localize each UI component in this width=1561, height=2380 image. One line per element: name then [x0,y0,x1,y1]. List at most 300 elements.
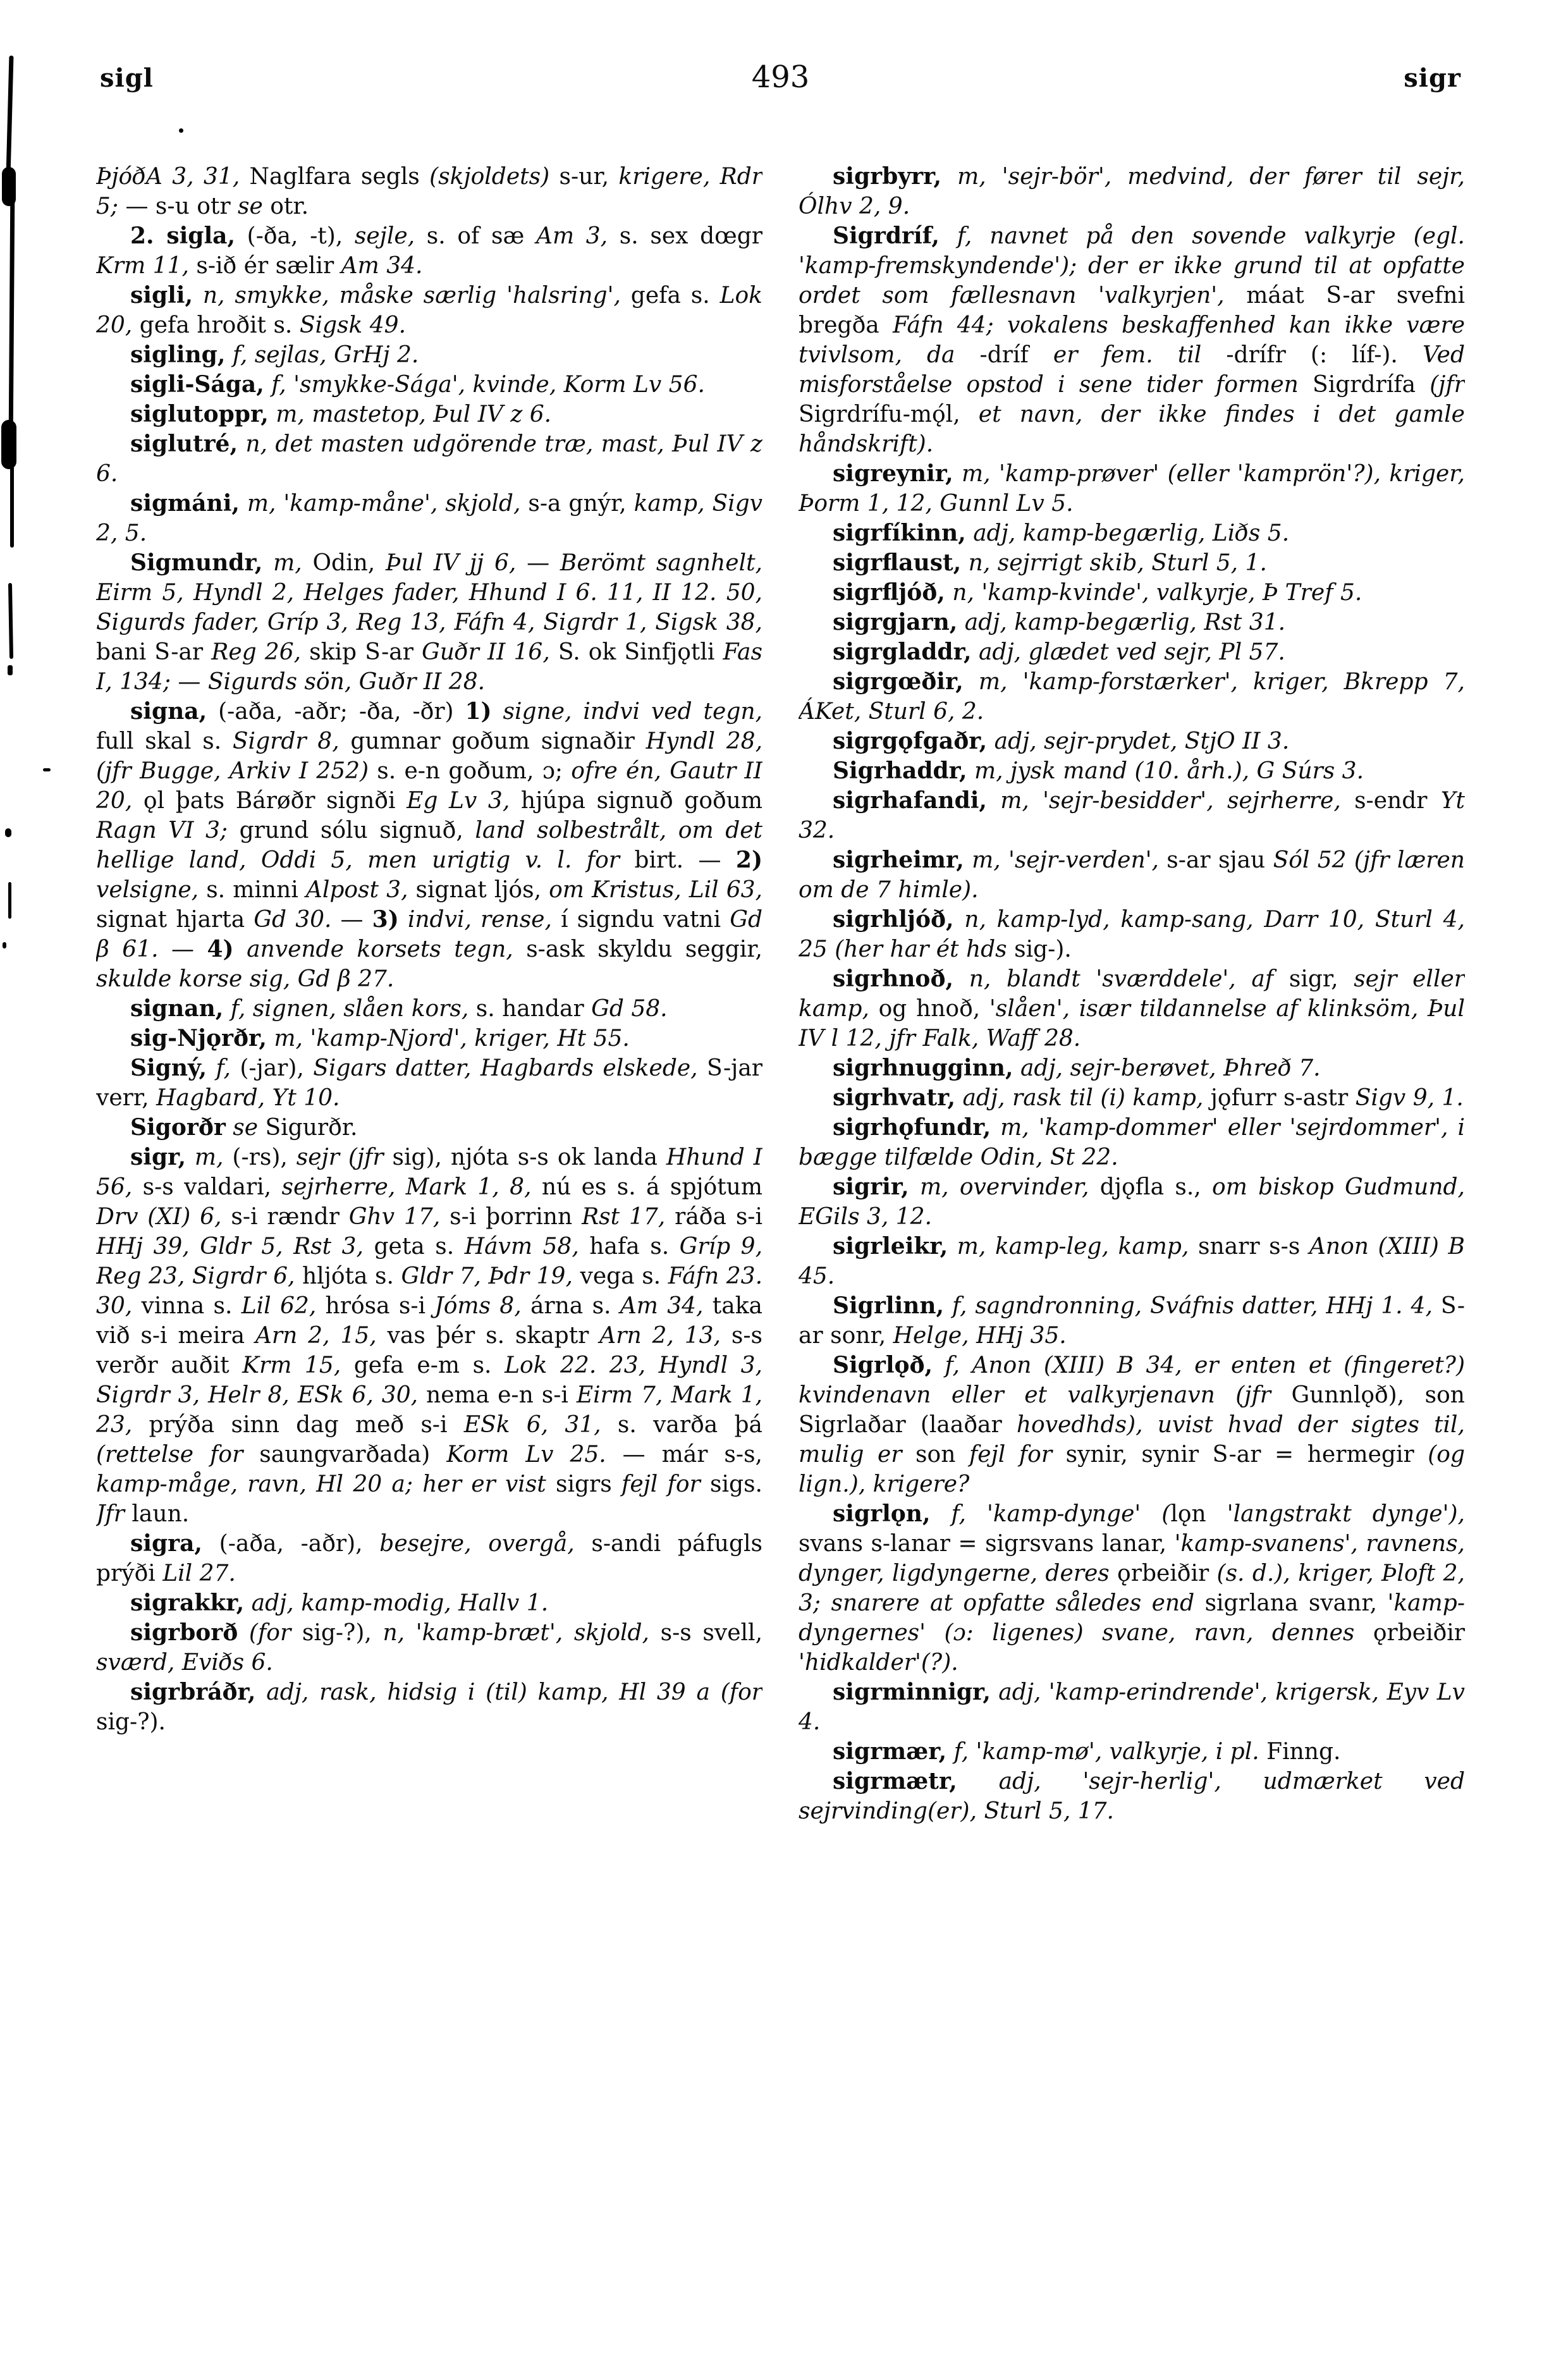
entry-text: máat S-ar svefni bregða [799,283,1465,338]
entry-text-italic: om Kristus, Lil 63, [549,877,762,903]
entry-text [269,402,276,427]
entry-text: snarr s-s [1189,1234,1309,1260]
entry-headword: sigli-Sága, [130,371,264,398]
entry-text: vas þér s. skaptr [376,1323,600,1349]
entry-headword: signa, [130,698,207,725]
scan-artifact [5,828,11,837]
entry-headword: Sigrhaddr, [833,758,967,784]
entry-text: — már s-s, [606,1442,762,1468]
scan-artifact [3,942,6,948]
entry-text [941,164,957,190]
dictionary-entry [96,400,762,429]
entry-text: S-jar verr, [96,1055,762,1111]
entry-text [234,936,247,962]
entry-text-italic: m, 'sejr-bör', medvind, der fører til sejr, Ólhv 2, 9. [799,164,1465,219]
dictionary-entry [799,756,1465,786]
entry-text-italic: sejr (jfr [296,1144,384,1170]
entry-text: skip S-ar [301,639,422,665]
entry-headword: sigrgœðir, [833,668,964,695]
entry-text: hafa s. [578,1234,680,1260]
entry-text-italic: ESk 6, 31, [463,1412,601,1438]
dictionary-entry [799,637,1465,667]
entry-text-italic: om biskop Gudmund, EGils 3, 12. [799,1174,1465,1230]
entry-headword: 2) [735,847,762,873]
entry-text: bani S-ar [96,639,212,665]
entry-text: saungvarðada) [243,1442,447,1468]
entry-text-italic: Lok 22. 23, Hyndl 3, Sigrdr 3, Helr 8, ESk 6, 30, [96,1353,762,1408]
dictionary-entry [96,489,762,548]
entry-text-italic: m, kamp-leg, kamp, [957,1234,1189,1260]
header-guide-word-right: sigr [1404,63,1461,93]
entry-text: s. sex dœgr [608,223,762,249]
entry-text: grund sólu signuð, [228,818,475,843]
entry-text [971,639,978,665]
entry-headword: sigrgladdr, [833,639,972,665]
dictionary-entry [799,786,1465,845]
entry-text-italic: 'slåen', især tildannelse af klinksöm, Þul IV l 12, jfr Falk, Waff 28. [799,996,1465,1052]
entry-text: s-andi páfugls prýði [96,1531,762,1586]
dictionary-entry [96,340,762,370]
entry-text [966,520,973,546]
entry-text: ráða s-i [665,1204,762,1230]
entry-text [957,1769,999,1794]
entry-text-italic: 'hidkalder'(?). [799,1650,958,1676]
entry-text-italic: m, 'kamp-forstærker', kriger, Bkrepp 7, ÁKet, Sturl 6, 2. [799,669,1465,725]
entry-headword: sigrborð [130,1619,238,1646]
entry-text: s. e-n goðum, ɔ; [369,758,572,784]
entry-text: ǫrbeiðir [1109,1561,1217,1586]
scan-artifact [43,768,51,771]
entry-text-italic: sværd, Eviðs 6. [96,1650,273,1676]
entry-text-italic: n, kamp-lyd, kamp-sang, Darr 10, Sturl 4, 25 (her har ét hds [799,907,1465,962]
dictionary-entry [96,1113,762,1143]
column-left [96,162,762,2267]
entry-text-italic: f, Anon (XIII) B 34, er enten et (fingeret?) kvindenavn eller et valkyrjenavn (jfr [799,1353,1465,1408]
entry-text: árna s. [521,1293,620,1319]
entry-text-italic: Hávm 58, [464,1234,579,1260]
entry-text: Odin, [302,550,386,576]
entry-text [954,907,965,933]
entry-text-italic: adj, 'sejr-herlig', udmærket ved sejrvinding(er), Sturl 5, 17. [799,1769,1465,1824]
entry-text-italic: f, signen, slåen kors, [230,996,469,1022]
page-header [96,59,1465,105]
dictionary-entry [96,1053,762,1113]
entry-text: s-ask skyldu seggir, [513,936,762,962]
entry-text: ǫl þats Bárøðr signði [132,788,407,814]
entry-text: signat hjarta [96,907,254,933]
entry-text-italic: adj, kamp-begærlig, Liðs 5. [973,520,1290,546]
entry-text [186,1144,195,1170]
entry-headword: sigrgjarn, [833,609,958,635]
entry-text-italic: krigere, Rdr 5; [96,164,762,219]
entry-text-italic: Korm Lv 25. [446,1442,606,1468]
entry-text-italic: m, 'kamp-Njord', kriger, Ht 55. [274,1026,630,1052]
entry-text-italic: (rettelse for [96,1442,243,1468]
entry-text-italic: Krm 11, [96,253,189,279]
entry-text-italic: m, overvinder, [919,1174,1089,1200]
entry-text: s-i rændr [221,1204,349,1230]
dictionary-entry [96,1588,762,1618]
entry-text [987,728,994,754]
entry-text [946,1739,953,1765]
entry-text-italic: 'kamp-svanens', ravnens, dynger, ligdyngerne, deres [799,1531,1465,1586]
dictionary-entry [96,281,762,340]
entry-headword: sigra, [130,1530,202,1557]
dictionary-entry [799,1113,1465,1172]
entry-text-italic: Gldr 7, Þdr 19, [401,1263,573,1289]
entry-text: sig-?). [96,1709,166,1735]
entry-text: s. handar [468,996,592,1022]
entry-text-italic: Hhund I 56, [96,1144,762,1200]
dictionary-entry [799,1678,1465,1737]
entry-text: hljóta s. [295,1263,401,1289]
entry-text-italic: hovedhds), uvist hvad der sigtes til, mulig er [799,1412,1465,1468]
dictionary-entry [799,964,1465,1053]
entry-text: vinna s. [132,1293,242,1319]
entry-text: Gunnlǫð), son Sigrlaðar (laaðar [799,1382,1465,1438]
entry-text-italic: Sigurds sön, Guðr II 28. [207,669,486,695]
entry-text-italic: fejl for [969,1442,1053,1468]
entry-text-italic: se [233,1115,259,1141]
dictionary-entry [799,459,1465,518]
entry-text-italic: Guðr II 16, [422,639,550,665]
entry-text-italic: Sól 52 (jfr læren om de 7 himle). [799,847,1465,903]
entry-text-italic: (skjoldets) [429,164,550,190]
entry-text [207,1055,216,1081]
entry-text: s-s valdari, [132,1174,282,1200]
entry-text [238,1620,249,1646]
entry-text: — s-u otr [118,193,238,219]
entry-headword: sigrakkr, [130,1590,245,1616]
column-right [799,162,1465,2267]
entry-text-italic: Berömt sagnhelt, Eirm 5, Hyndl 2, Helges fader, Hhund I 6. 11, II 12. 50, Sigurds fader, Gríp 3, Reg 13, Fáfn 4, Sigrdr 1, Sigsk 38, [96,550,762,635]
entry-text: og hnoð, [869,996,989,1022]
entry-text [957,610,964,635]
entry-text-italic: Helge, HHj 35. [893,1323,1067,1349]
scan-artifact [1,420,16,469]
entry-text [244,1590,251,1616]
entry-text-italic: adj, sejr-berøvet, Þhreð 7. [1020,1055,1321,1081]
entry-text: — [170,669,208,695]
entry-text [255,1679,266,1705]
entry-headword: sigrminnigr, [833,1679,991,1705]
entry-text: Naglfara segls [240,164,430,190]
entry-text-italic: Hagbard, Yt 10. [156,1085,340,1111]
entry-text-italic: m, 'sejr-verden', [972,847,1159,873]
entry-headword: sigr, [130,1144,186,1170]
entry-headword: sigrhnugginn, [833,1055,1013,1081]
entry-text-italic: Arn 2, 15, [255,1323,377,1349]
entry-text: — [516,550,560,576]
entry-text-italic: Jfr [96,1501,125,1527]
entry-text [223,996,230,1022]
dictionary-entry [799,905,1465,964]
entry-text [991,1679,998,1705]
entry-text-italic: skulde korse sig, Gd β 27. [96,966,395,992]
entry-text [399,907,408,933]
entry-text-italic: Eirm 7, Mark 1, 23, [96,1382,762,1438]
entry-text: s. varða þá [601,1412,762,1438]
entry-text: í signdu vatni [551,907,730,933]
entry-text-italic: Rst 17, [582,1204,666,1230]
entry-headword: sigli, [130,282,193,309]
dictionary-entry [96,1618,762,1678]
entry-text: (-jar), [230,1055,314,1081]
entry-text: s. of sæ [415,223,536,249]
entry-headword: 1) [465,698,492,725]
entry-text: sigs. [700,1471,762,1497]
entry-text-italic: Ved misforståelse opstod i sene tider formen [799,342,1465,398]
entry-text [948,1234,957,1260]
entry-text-italic: n, smykke, måske særlig 'halsring', [202,283,621,309]
entry-text: — [331,907,372,933]
entry-text-italic: Þul IV jj 6, [386,550,517,576]
entry-headword: siglutré, [130,431,238,457]
entry-text-italic: f, 'smykke-Sága', kvinde, Korm Lv 56. [271,372,705,398]
entry-text: vega s. [572,1263,668,1289]
dictionary-entry [799,1232,1465,1291]
entry-headword: sigrir, [833,1174,909,1200]
dictionary-entry [799,1499,1465,1678]
entry-text-italic: m, [273,550,302,576]
entry-text: gefa s. [620,283,720,309]
dictionary-entry [799,608,1465,637]
entry-text-italic: kamp-måge, ravn, Hl 20 a; her er vist [96,1471,546,1497]
entry-text-italic: f, [216,1055,231,1081]
entry-text-italic: Arn 2, 13, [599,1323,721,1349]
entry-text-italic: m, 'kamp-prøver' (eller 'kamprön'?), kriger, Þorm 1, 12, Gunnl Lv 5. [799,461,1465,517]
text-block [96,162,1465,2267]
entry-text [945,580,952,606]
entry-text-italic: f, sejlas, GrHj 2. [232,342,419,368]
entry-text: Finng. [1259,1739,1341,1765]
entry-headword: signan, [130,995,224,1022]
entry-text-italic: (s. d.), kriger, Þloft 2, 3; snarere at opfatte således end [799,1561,1465,1616]
entry-text [492,699,503,725]
entry-text-italic: n, det masten udgörende træ, mast, Þul IV z 6. [96,431,762,487]
entry-headword: Sigrlǫð, [833,1352,933,1378]
dictionary-entry [799,162,1465,221]
scan-artifact [8,583,13,659]
header-guide-word-left: sigl [100,63,154,93]
entry-headword: sigrgǫfgaðr, [833,728,988,754]
scan-artifact [8,882,11,919]
entry-text-italic: Sigv 9, 1. [1355,1085,1464,1111]
entry-text-italic: m, [194,1144,224,1170]
entry-continuation [96,162,762,221]
entry-text [225,342,232,368]
entry-text-italic: Anon (XIII) B 45. [799,1234,1465,1289]
entry-text: s-i þorrinn [440,1204,582,1230]
entry-text [967,758,974,784]
entry-text: Sigurðr. [258,1115,358,1141]
entry-headword: Signý, [130,1055,207,1081]
entry-text-italic: Lil 62, [241,1293,317,1319]
entry-headword: sigrmær, [833,1738,947,1765]
entry-text-italic: Sigrdr 8, [232,728,340,754]
entry-text-italic: adj, kamp-modig, Hallv 1. [251,1590,549,1616]
dictionary-entry [799,578,1465,608]
entry-text-italic: anvende korsets tegn, [247,936,513,962]
entry-text-italic: Gríp 9, Reg 23, Sigrdr 6, [96,1234,762,1289]
entry-text: -dríf [955,342,1053,368]
entry-text-italic: n, 'kamp-bræt', skjold, [383,1620,649,1646]
entry-text-italic: f, 'kamp-dynge' ( [951,1501,1171,1527]
dictionary-entry [96,1024,762,1053]
entry-text [955,1085,962,1111]
entry-text: (-ða, -t), [235,223,355,249]
entry-headword: siglutoppr, [130,401,269,427]
entry-headword: sigrfljóð, [833,579,945,606]
entry-headword: sigrfíkinn, [833,520,966,546]
entry-text: taka við s-i meira [96,1293,762,1349]
entry-headword: sigrflaust, [833,549,962,576]
entry-text-italic: Sigsk 49. [299,312,407,338]
entry-text: s-endr [1340,788,1441,814]
entry-text [964,669,979,695]
entry-text: s-a gnýr, [520,491,634,517]
entry-text: Sigrdrífu-mǫ́l, [799,402,979,427]
entry-text-italic: n, 'kamp-kvinde', valkyrje, Þ Tref 5. [952,580,1362,606]
entry-text-italic: f, sagndronning, Sváfnis datter, HHj 1. 4, [952,1293,1433,1319]
entry-text: hrósa s-i [316,1293,435,1319]
entry-headword: sigrlǫn, [833,1500,931,1527]
entry-text: sigrlana svanr, [1194,1590,1388,1616]
entry-text-italic: signe, indvi ved tegn, [503,699,762,725]
entry-text: s-ur, [549,164,619,190]
dictionary-entry [799,1767,1465,1826]
entry-text [953,461,962,487]
entry-text: synir, synir S-ar = hermegir [1052,1442,1428,1468]
entry-headword: sig-Njǫrðr, [130,1025,267,1052]
entry-text [991,1115,1000,1141]
entry-text-italic: sejr eller kamp, [799,966,1465,1022]
entry-text-italic: Drv (XI) 6, [96,1204,222,1230]
entry-text-italic: er fem. til [1053,342,1202,368]
entry-text: sigr, [1273,966,1354,992]
dictionary-entry [799,548,1465,578]
dictionary-entry [799,1351,1465,1499]
dictionary-entry [799,1172,1465,1232]
entry-text-italic: indvi, rense, [407,907,552,933]
entry-text [264,372,271,398]
entry-text-italic: n, sejrrigt skib, Sturl 5, 1. [968,550,1267,576]
dictionary-entry [96,1678,762,1737]
entry-text-italic: Lok 20, [96,283,762,338]
entry-text: jǫfurr s-astr [1203,1085,1356,1111]
entry-text: gefa e-m s. [341,1353,505,1378]
entry-text: djǫfla s., [1089,1174,1213,1200]
entry-headword: sigrhvatr, [833,1084,956,1111]
entry-text-italic: f, 'kamp-mø', valkyrje, i pl. [953,1739,1259,1765]
entry-text-italic: adj, glædet ved sejr, Pl 57. [978,639,1285,665]
entry-text [262,550,273,576]
scan-artifact [9,201,15,429]
entry-text [1013,1055,1020,1081]
dictionary-entry [799,518,1465,548]
entry-text-italic: sejrherre, Mark 1, 8, [281,1174,532,1200]
dictionary-entry [799,1053,1465,1083]
entry-text-italic: fejl for [621,1471,701,1497]
entry-headword: sigreynir, [833,460,953,487]
dictionary-entry [96,221,762,281]
entry-text: (-rs), [223,1144,297,1170]
entry-headword: Sigrdríf, [833,223,940,249]
entry-text-italic: sejle, [354,223,415,249]
dictionary-entry [96,429,762,489]
entry-headword: sigrbyrr, [833,163,942,190]
entry-text-italic: kamp, Sigv 2, 5. [96,491,762,546]
entry-text-italic: Fas I, 134; [96,639,762,695]
entry-text-italic: Gd 58. [591,996,668,1022]
entry-text-italic: besejre, overgå, [379,1531,575,1557]
entry-headword: Sigrlinn, [833,1292,945,1319]
dictionary-entry [96,1529,762,1588]
entry-text-italic: velsigne, [96,877,199,903]
entry-text-italic: (og lign.), krigere? [799,1442,1465,1497]
entry-text-italic: Fáfn 23. 30, [96,1263,762,1319]
entry-text-italic: ofre én, Gautr II 20, [96,758,762,814]
entry-text: (-aða, -aðr; -ða, -ðr) [207,699,465,725]
entry-text [940,223,957,249]
entry-text-italic: Lil 27. [162,1561,236,1586]
entry-headword: sigling, [130,341,226,368]
entry-headword: 3) [372,906,399,933]
entry-text-italic: et navn, der ikke findes i det gamle håndskrift). [799,402,1465,457]
dictionary-entry [96,370,762,400]
entry-text-italic: HHj 39, Gldr 5, Rst 3, [96,1234,364,1260]
entry-text-italic: Ragn VI 3; [96,818,228,843]
dictionary-entry [799,667,1465,727]
entry-text: nema e-n s-i [418,1382,577,1408]
entry-text-italic: Jóms 8, [434,1293,522,1319]
entry-text-italic: Krm 15, [242,1353,341,1378]
scan-artifact [8,665,13,675]
entry-text: son [902,1442,969,1468]
entry-text-italic: Ghv 17, [348,1204,441,1230]
scan-artifact [6,56,14,176]
entry-text: gumnar goðum signaðir [339,728,646,754]
entry-text-italic: Eg Lv 3, [407,788,510,814]
entry-text: S-ar sonr, [799,1293,1465,1349]
entry-text-italic: Sigars datter, Hagbards elskede, [313,1055,698,1081]
entry-text-italic: Hyndl 28, (jfr Bugge, Arkiv I 252) [96,728,762,784]
scan-artifact [2,167,16,206]
entry-text-italic: adj, 'kamp-erindrende', krigersk, Eyv Lv 4. [799,1679,1465,1735]
entry-text: birt. — [620,847,736,873]
entry-text [953,966,969,992]
entry-text [909,1174,920,1200]
entry-text-italic: adj, kamp-begærlig, Rst 31. [964,610,1286,635]
entry-text [238,431,245,457]
entry-text: geta s. [363,1234,465,1260]
entry-headword: sigrhljóð, [833,906,954,933]
entry-headword: sigrhnoð, [833,966,953,992]
dictionary-entry [96,697,762,994]
entry-text-italic: Am 3, [536,223,608,249]
entry-text-italic: m, 'kamp-måne', skjold, [247,491,521,517]
entry-text: sig), njóta s-s ok landa [383,1144,666,1170]
entry-text: lǫn [1170,1501,1227,1527]
entry-text-italic: f, navnet på den sovende valkyrje (egl. 'kamp-fremskyndende'); der er ikke grund til at opfatte ordet som fællesnavn 'valkyrjen', [799,223,1465,309]
entry-text: s-s svell, [649,1620,762,1646]
entry-text-italic: 'langstrakt dynge'), [1227,1501,1465,1527]
entry-headword: sigmáni, [130,490,240,517]
entry-text-italic: Am 34, [620,1293,704,1319]
entry-text: laun. [124,1501,190,1527]
entry-text [930,1501,951,1527]
entry-text-italic: 'kamp-dyngernes' (ɔ: ligenes) svane, ravn, dennes [799,1590,1465,1646]
